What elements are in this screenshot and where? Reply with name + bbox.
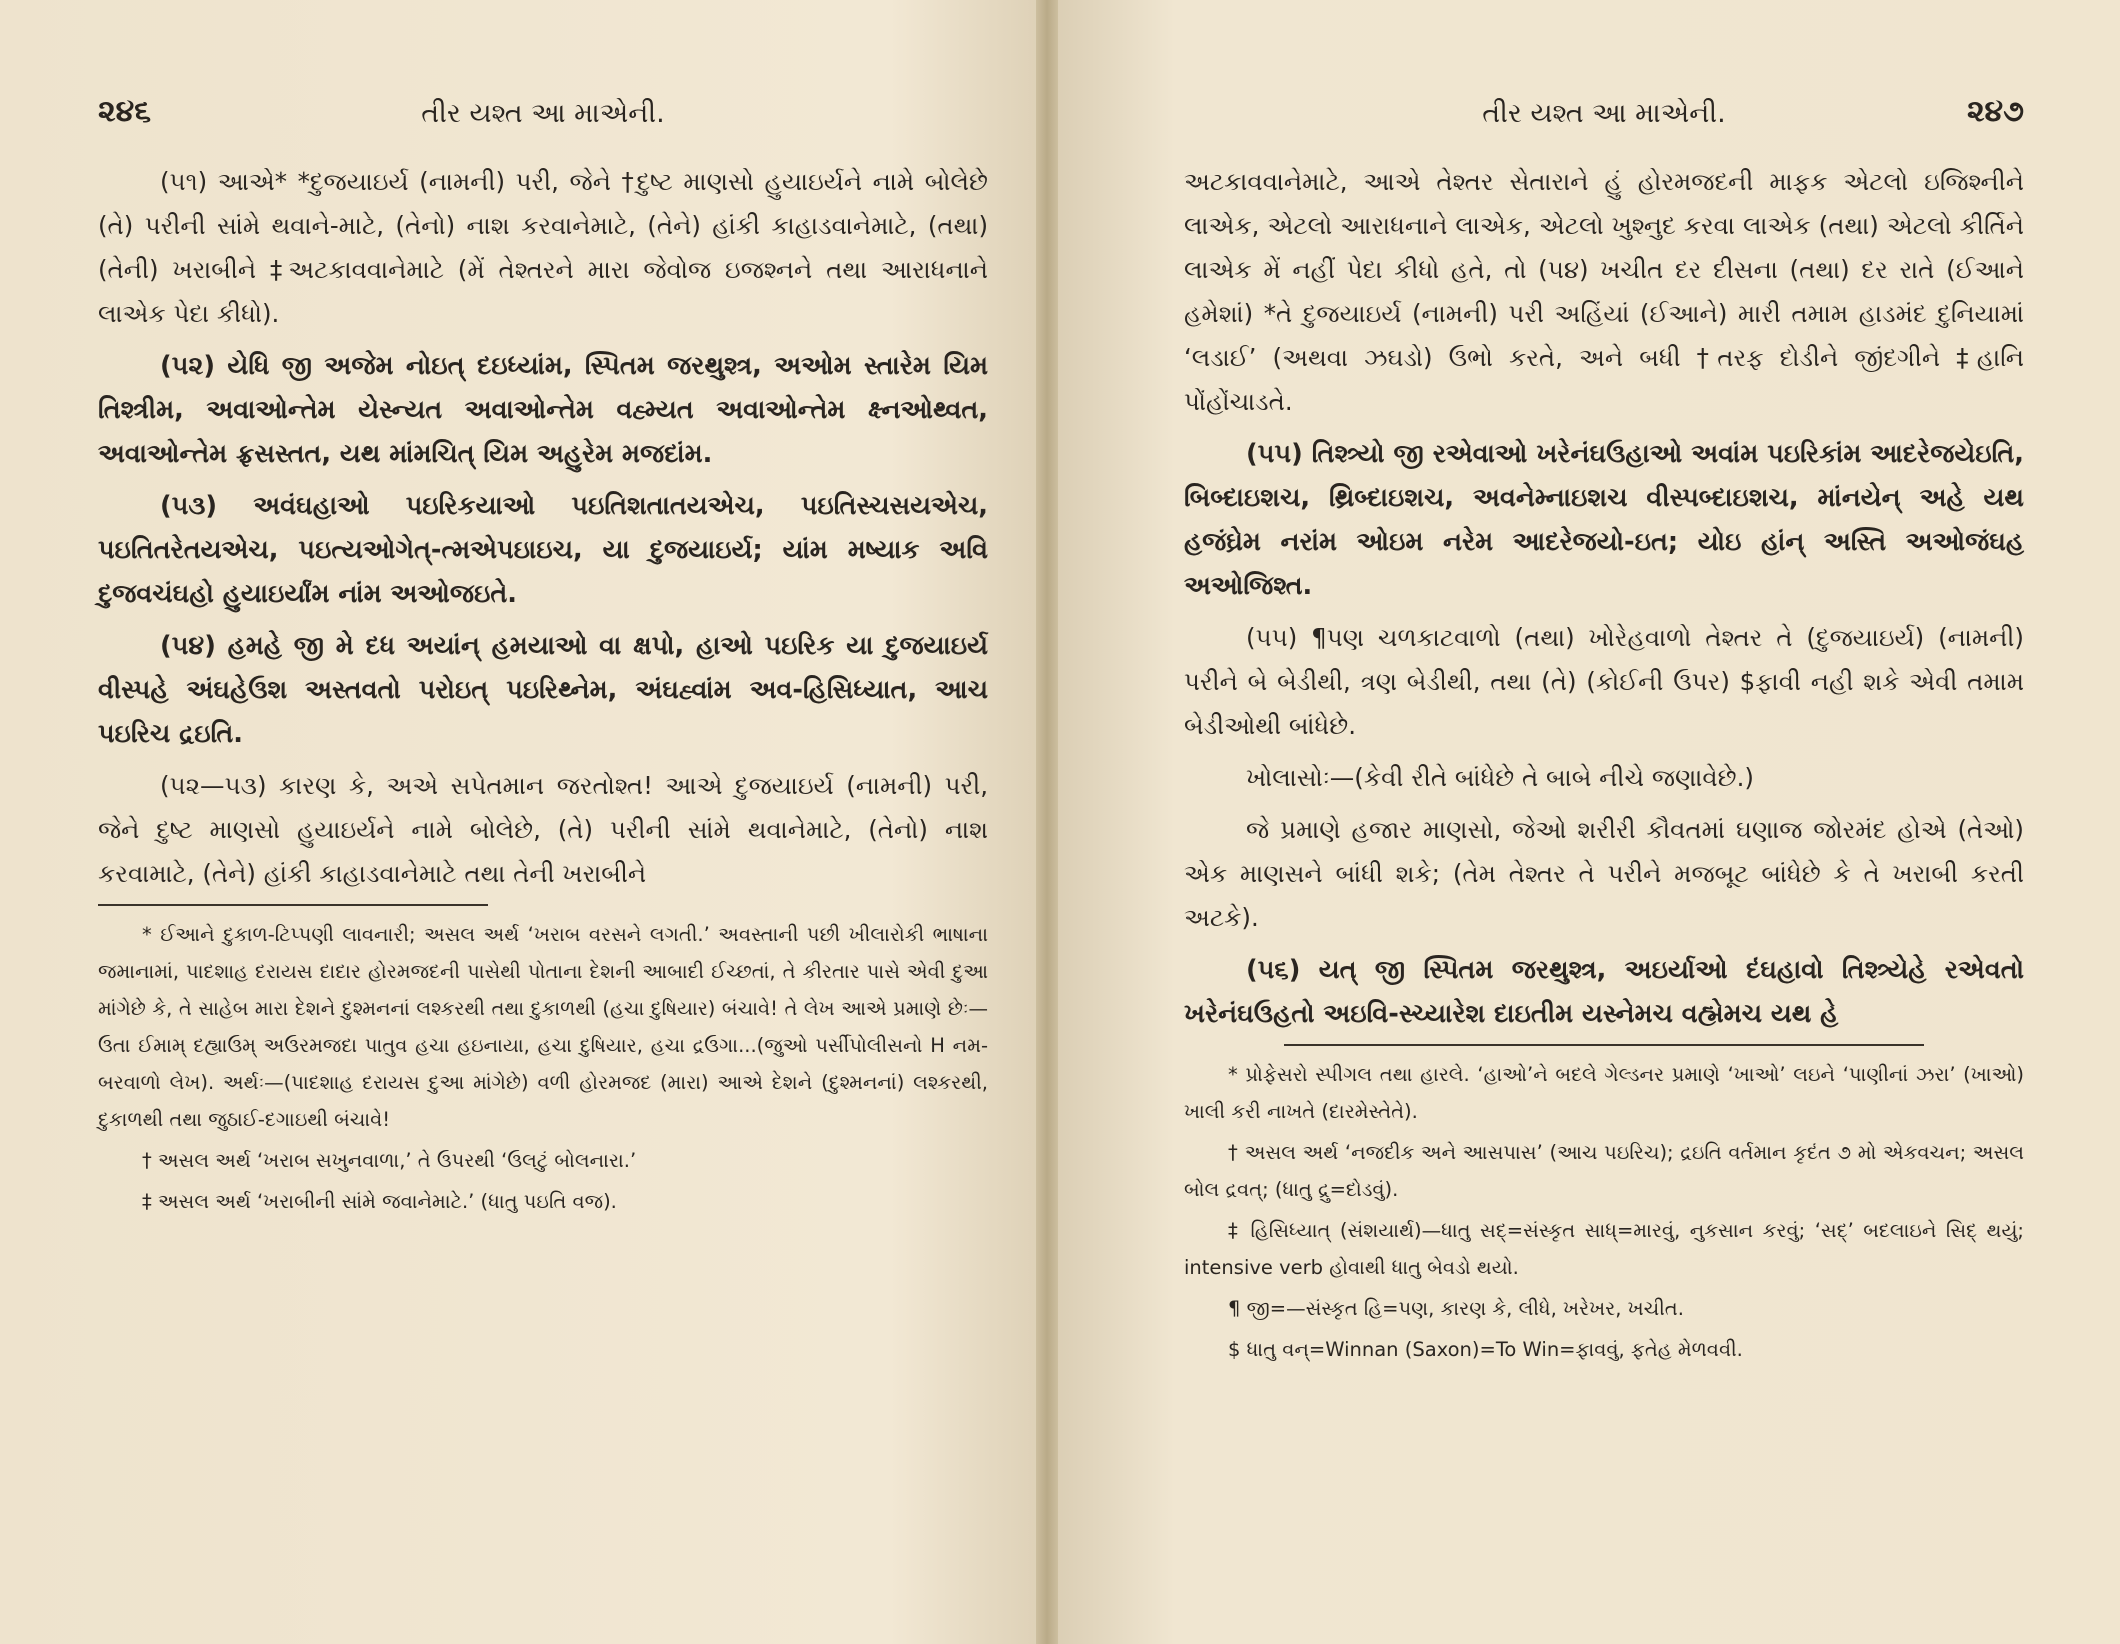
right-running-head xyxy=(1184,94,2024,140)
left-footnote-rule xyxy=(98,904,488,906)
left-running-head xyxy=(98,94,988,140)
left-footnote-2: † અસલ અર્થ ‘ખરાબ સખુનવાળા,’ તે ઉપરથી ‘ઉલટું બોલનારા.’ xyxy=(142,1149,637,1172)
right-paragraph-55: (૫૫) ¶પણ ચળકાટવાળો (તથા) ખોરેહવાળો તેશ્તર તે (દુજયાઇર્ય) (નામની) પરીને બે બેડીથી, ત્રણ બેડીથી, તથા (તે) (કોઈની ઉપર) $ફાવી નહી શકે એવી તમામ બેડીઓથી બાંધેછે. xyxy=(1184,623,2024,740)
left-footnote-1: * ઈઆને દુકાળ-ટિપ્પણી લાવનારી; અસલ અર્થ ‘ખરાબ વરસને લગતી.’ અવસ્તાની પછી ખીલારોકી ભાષાના જમાનામાં, પાદશાહ દરાયસ દાદાર હોરમજદની પાસેથી પોતાના દેશની આબાદી ઈચ્છતાં, તે કીરતાર પાસે એવી દુઆ માંગેછે કે, તે સાહેબ મારા દેશને દુશ્મનનાં લશ્કરથી તથા દુકાળથી (હચા દુષિયાર) બંચાવે! તે લેખ આએ પ્રમાણે છેઃ—ઉતા ઈમામ્ દહ્યાઉમ્ અઉરમજદા પાતુવ હચા હઇનાયા, હચા દુષિયાર, હચા દ્રઉગા...(જુઓ પર્સીપોલીસનો H નમ-બરવાળો લેખ). અર્થઃ—(પાદશાહ દરાયસ દુઆ માંગેછે) વળી હોરમજદ (મારા) આએ દેશને (દુશ્મનનાં) લશ્કરથી, દુકાળથી તથા જુઠાઈ-દગાઇથી બંચાવે! xyxy=(98,923,988,1131)
right-footnote-rule xyxy=(1284,1044,1924,1046)
right-avesta-56: (૫૬) યત્ જી સ્પિતમ જરથુશ્ત્ર, અઇર્યાઓ દંઘહાવો તિશ્ત્ર્યેહે રએવતો ખરેનંઘઉહતો અઇવિ-સ્ચ્યારેશ દાઇતીમ યસ્નેમચ વહ્મેમચ યથ હે xyxy=(1184,955,2024,1029)
left-avesta-53: (૫૩) અવંઘહાઓ પઇરિકયાઓ પઇતિશતાતયએચ, પઇતિસ્ચસયએચ, પઇતિતરેતયએચ, પઇત્યઓગેત્-ત્મએપઇાઇચ, યા દુજયાઇર્ય; યાંમ મષ્યાક અવિ દુજવચંઘહો હુયાઇર્યાંમ નાંમ અઓજઇતે. xyxy=(98,491,988,609)
right-footnote-2: † અસલ અર્થ ‘નજદીક અને આસપાસ’ (આચ પઇરિચ); દ્રઇતિ વર્તમાન કૃદંત ૭ મો એકવચન; અસલ બોલ દ્રવત્; (ધાતુ દ્રુ=દોડવું). xyxy=(1184,1141,2024,1201)
right-paragraph-explanation: જે પ્રમાણે હજાર માણસો, જેઓ શરીરી કૌવતમાં ઘણાજ જોરમંદ હોએ (તેઓ) એક માણસને બાંધી શકે; (તેમ તેશ્તર તે પરીને મજબૂટ બાંધેછે કે તે ખરાબી કરતી અટકે). xyxy=(1184,815,2024,932)
right-footnote-4: ¶ જી=—સંસ્કૃત હિ=પણ, કારણ કે, લીધે, ખરેખર, ખચીત. xyxy=(1228,1297,1684,1320)
book-gutter xyxy=(1036,0,1058,1644)
left-paragraph-51: (૫૧) આએ* *દુજયાઇર્ય (નામની) પરી, જેને †દુષ્ટ માણસો હુયાઇર્યને નામે બોલેછે (તે) પરીની સાંમે થવાને-માટે, (તેનો) નાશ કરવાનેમાટે, (તેને) હાંકી કાહાડવાનેમાટે, (તથા) (તેની) ખરાબીને ‡અટકાવવાનેમાટે (મેં તેશ્તરને મારા જેવોજ ઇજશ્નને તથા આરાધનાને લાએક પેદા કીધો). xyxy=(98,167,988,328)
left-avesta-52: (૫૨) યેધિ જી અજેમ નોઇત્ દઇધ્યાંમ, સ્પિતમ જરથુશ્ત્ર, અઓમ સ્તારેમ યિમ તિશ્ત્રીમ, અવાઓન્તેમ યેસ્ન્યત અવાઓન્તેમ વહ્મ્યત અવાઓન્તેમ ક્ષ્નઓથ્વત, અવાઓન્તેમ ફ્રસસ્તત, યથ માંમચિત્ યિમ અહુરેમ મજદાંમ. xyxy=(98,351,988,469)
right-paragraph-continuation: અટકાવવાનેમાટે, આએ તેશ્તર સેતારાને હું હોરમજદની માફક એટલો ઇજિશ્નીને લાએક, એટલો આરાધનાને લાએક, એટલો ખુશ્નુદ કરવા લાએક (તથા) એટલો કીર્તિને લાએક મેં નહીં પેદા કીધો હતે, તો (૫૪) ખચીત દર દીસના (તથા) દર રાતે (ઈઆને હમેશાં) *તે દુજયાઇર્ય (નામની) પરી અહિંયાં (ઈઆને) મારી તમામ હાડમંદ દુનિયામાં ‘લડાઈ’ (અથવા ઝઘડો) ઉભો કરતે, અને બધી †તરફ દોડીને જીંદગીને ‡હાનિ પોંહોંચાડતે. xyxy=(1184,167,2024,416)
left-footnote-3: ‡ અસલ અર્થ ‘ખરાબીની સાંમે જવાનેમાટે.’ (ધાતુ પઇતિ વજ). xyxy=(142,1190,617,1213)
left-page-number: ૨૪૬ xyxy=(98,94,152,129)
left-avesta-54: (૫૪) હમહે જી મે દધ અયાંન્ હમયાઓ વા ક્ષપો, હાઓ પઇરિક યા દુજયાઇર્ય વીસ્પહે અંઘહેઉશ અસ્તવતો પરોઇત્ પઇરિથ્નેમ, અંઘહ્વાંમ અવ-હિસિધ્યાત, આચ પઇરિચ દ્રઇતિ. xyxy=(98,631,988,749)
left-running-title: તીર યશ્ત આ માએની. xyxy=(421,98,665,129)
left-page xyxy=(0,0,1046,1644)
right-page-number: ૨૪૭ xyxy=(1966,94,2024,129)
right-footnote-5: $ ધાતુ વન્=Winnan (Saxon)=To Win=ફાવવું, ફતેહ મેળવવી. xyxy=(1228,1338,1743,1361)
right-footnote-1: * પ્રોફેસરો સ્પીગલ તથા હારલે. ‘હાઓ’ને બદલે ગેલ્ડનર પ્રમાણે ‘ખાઓ’ લઇને ‘પાણીનાં ઝરા’ (ખાઓ) ખાલી કરી નાખતે (દારમેસ્તેતે). xyxy=(1184,1063,2024,1123)
right-footnote-3: ‡ હિસિધ્યાત્ (સંશયાર્થ)—ધાતુ સદ્=સંસ્કૃત સાધ્=મારવું, નુકસાન કરવું; ‘સદ્’ બદલાઇને સિદ્ થયું; intensive verb હોવાથી ધાતુ બેવડો થયો. xyxy=(1184,1219,2024,1279)
right-avesta-55: (૫૫) તિશ્ત્ર્યો જી રએવાઓ ખરેનંઘઉહાઓ અવાંમ પઇરિકાંમ આદરેજયેઇતિ, બિબ્દાઇશચ, થ્રિબ્દાઇશચ, અવનેમ્નાઇશચ વીસ્પબ્દાઇશચ, માંનયેન્ અહે યથ હજંઘ્રેમ નરાંમ ઓઇમ નરેમ આદરેજયો-ઇત; યોઇ હાંન્ અસ્તિ અઓજંઘહ અઓજિશ્ત. xyxy=(1184,439,2024,601)
right-page xyxy=(1046,0,2120,1644)
left-paragraph-52-53: (૫૨—૫૩) કારણ કે, અએ સપેતમાન જરતોશ્ત! આએ દુજયાઇર્ય (નામની) પરી, જેને દુષ્ટ માણસો હુયાઇર્યને નામે બોલેછે, (તે) પરીની સાંમે થવાનેમાટે, (તેનો) નાશ કરવામાટે, (તેને) હાંકી કાહાડવાનેમાટે તથા તેની ખરાબીને xyxy=(98,771,988,888)
right-paragraph-kholaso: ખોલાસોઃ—(કેવી રીતે બાંધેછે તે બાબે નીચે જણાવેછે.) xyxy=(1246,763,1754,792)
right-running-title: તીર યશ્ત આ માએની. xyxy=(1482,98,1726,129)
